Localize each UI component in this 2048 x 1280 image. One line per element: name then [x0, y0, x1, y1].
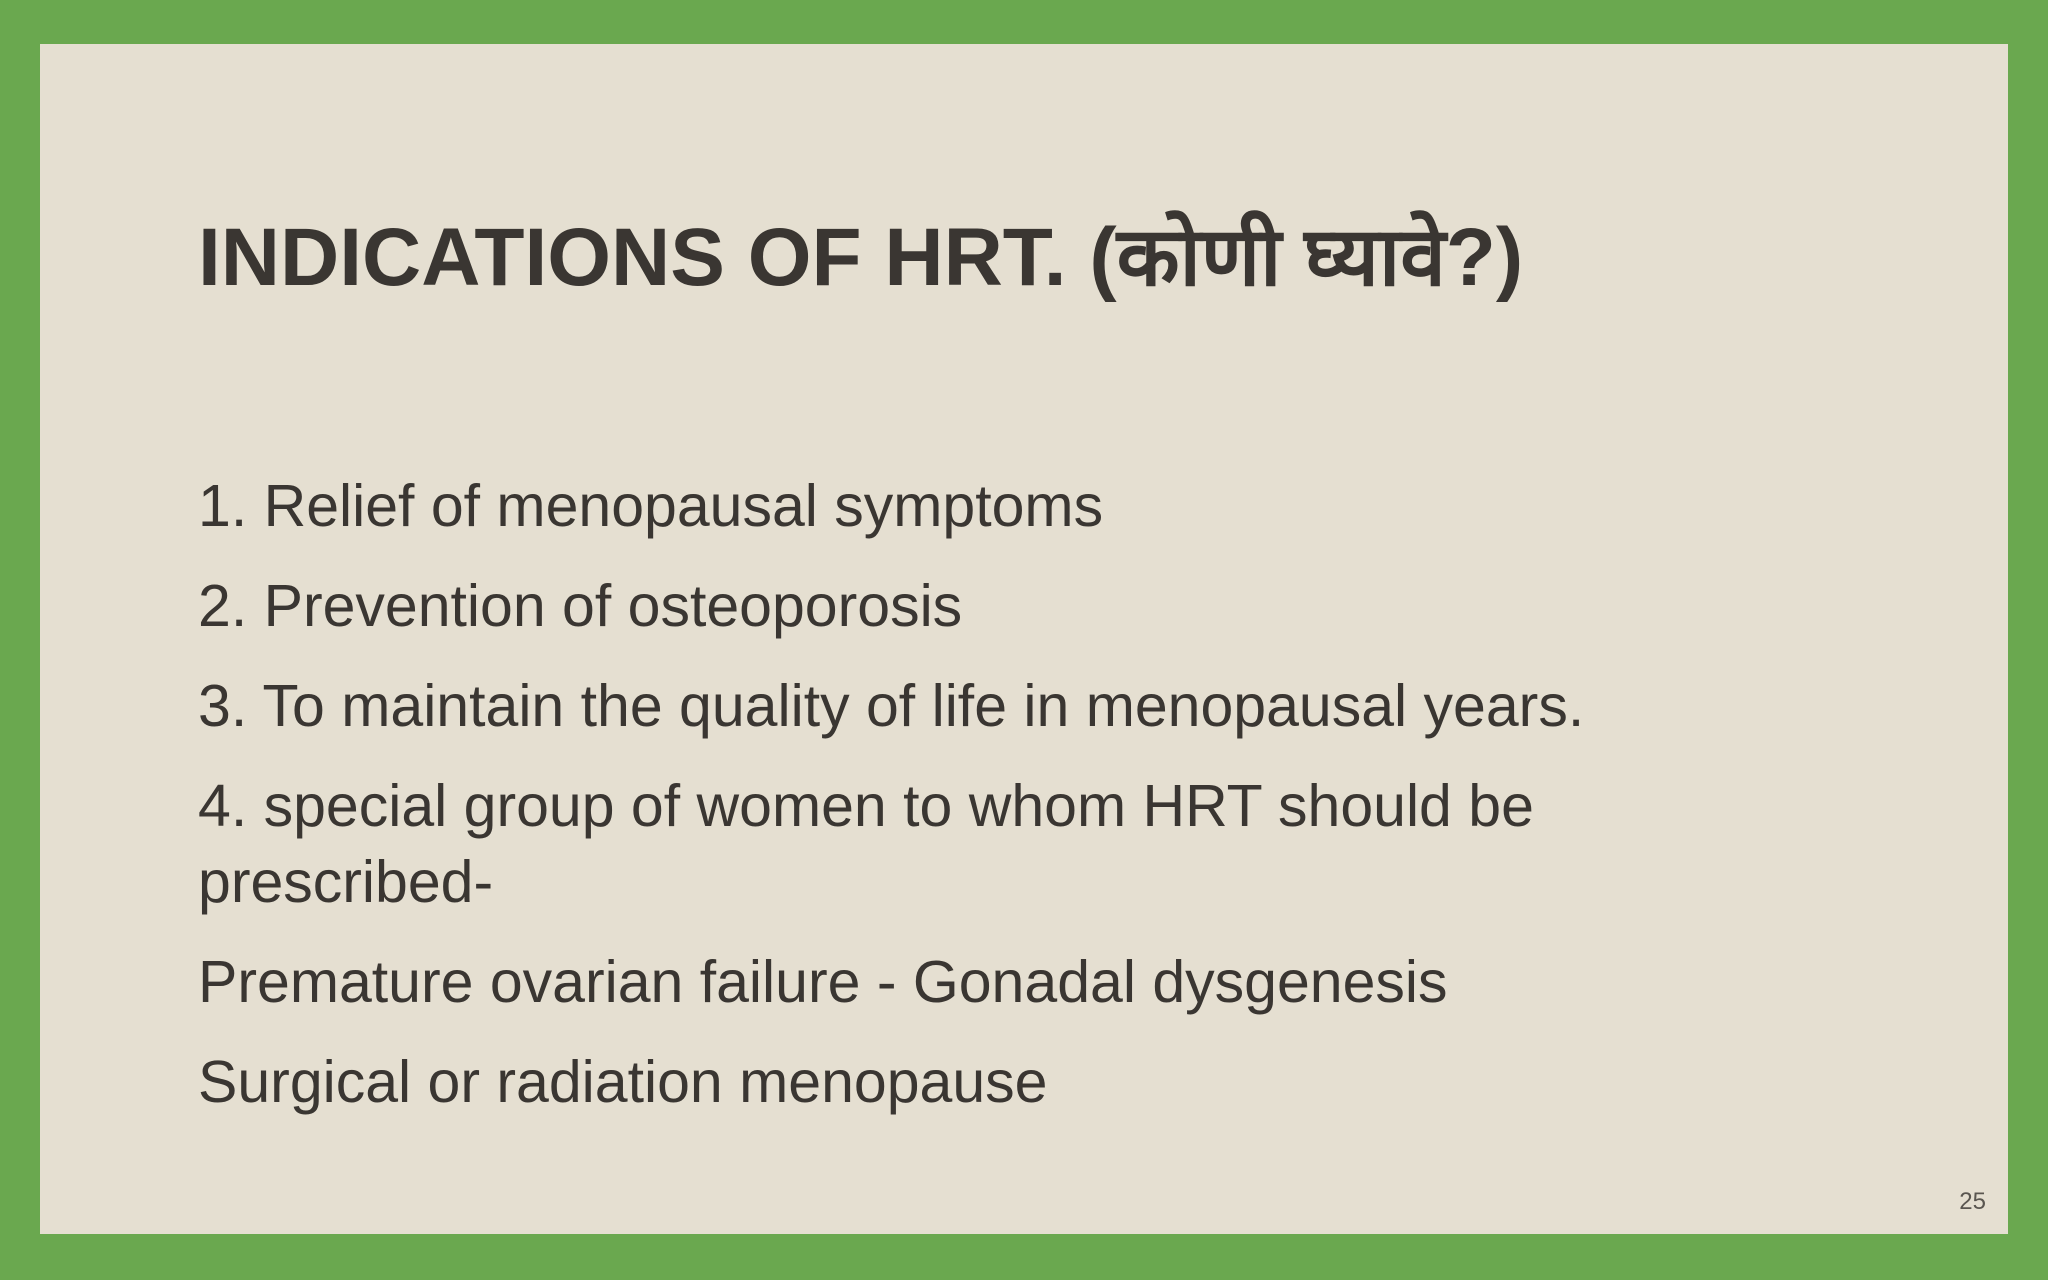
list-item-prevention-osteoporosis: 2. Prevention of osteoporosis: [198, 573, 963, 639]
list-item-quality-of-life: 3. To maintain the quality of life in menopausal years.: [198, 673, 1585, 739]
slide-body: [198, 468, 1778, 1144]
page-number: 25: [1959, 1188, 1986, 1215]
list-item-special-group: 4. special group of women to whom HRT should be prescribed-: [198, 773, 1534, 915]
list-item-premature-ovarian-failure: Premature ovarian failure - Gonadal dysgenesis: [198, 949, 1448, 1015]
slide-title: INDICATIONS OF HRT. (कोणी घ्यावे?): [198, 212, 1524, 303]
slide: [40, 44, 2008, 1234]
list-item-surgical-radiation: Surgical or radiation menopause: [198, 1049, 1048, 1115]
list-item-relief-symptoms: 1. Relief of menopausal symptoms: [198, 473, 1104, 539]
